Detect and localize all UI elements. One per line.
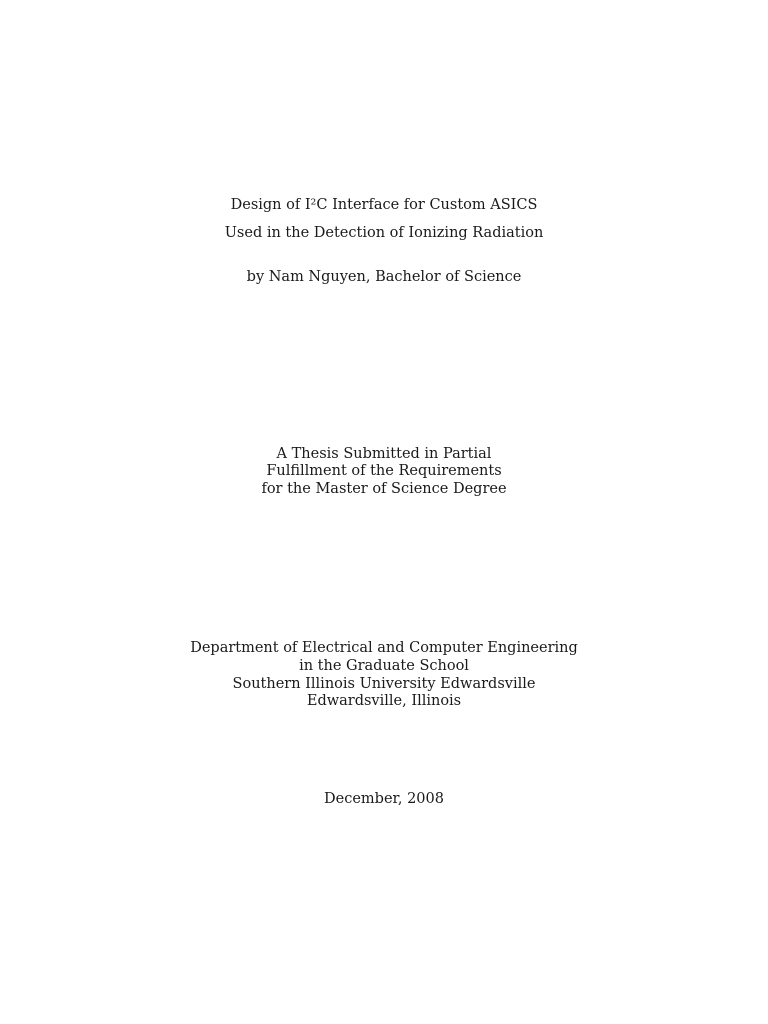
submission-date: December, 2008 xyxy=(324,791,444,807)
thesis-title-line-2: Used in the Detection of Ionizing Radiation xyxy=(224,225,544,241)
thesis-title-line-1: Design of I²C Interface for Custom ASICS xyxy=(230,197,538,213)
school-line: in the Graduate School xyxy=(299,658,469,674)
university-line: Southern Illinois University Edwardsville xyxy=(232,676,536,692)
location-line: Edwardsville, Illinois xyxy=(306,693,462,709)
submission-line-1: A Thesis Submitted in Partial xyxy=(276,446,492,462)
author-line: by Nam Nguyen, Bachelor of Science xyxy=(246,269,522,285)
submission-line-2: Fulfillment of the Requirements xyxy=(266,463,502,479)
submission-line-3: for the Master of Science Degree xyxy=(261,481,507,497)
department-line: Department of Electrical and Computer Engineering xyxy=(190,640,578,656)
